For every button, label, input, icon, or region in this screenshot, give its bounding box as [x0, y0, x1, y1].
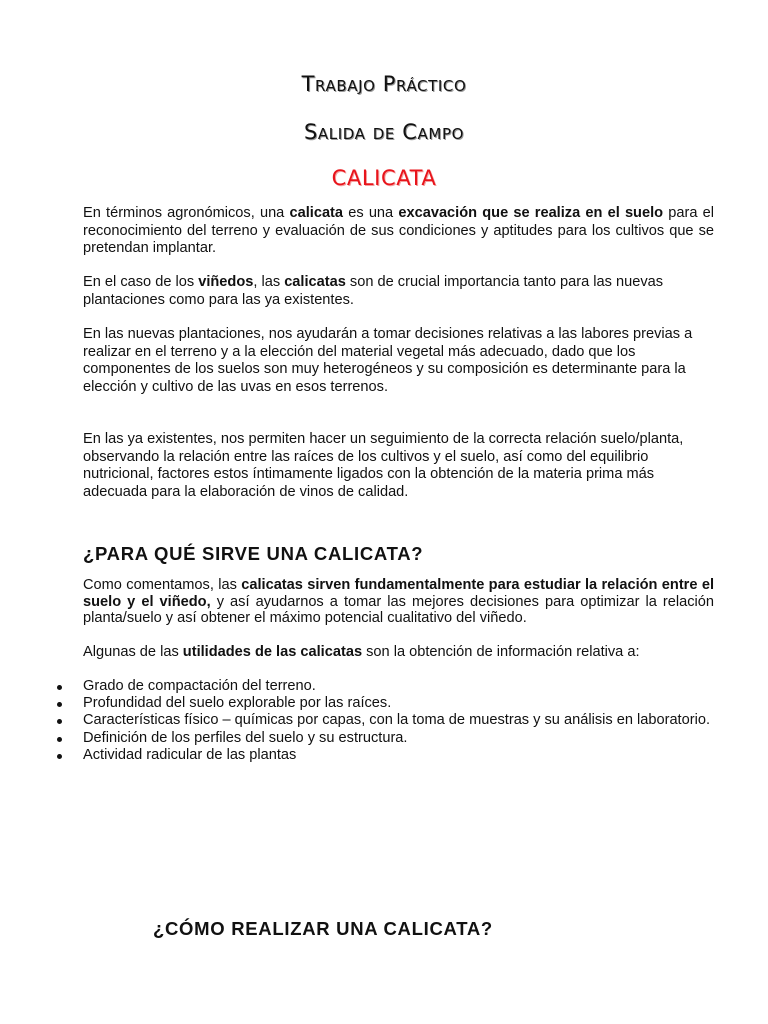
- intro-paragraph: En términos agronómicos, una calicata es una excavación que se realiza en el suelo para el reconocimiento del terreno y evaluación de sus condiciones y aptitudes para los cultivos que se pretendan implantar.: [83, 205, 714, 256]
- utilities-list: [57, 678, 717, 764]
- purpose-paragraph: Como comentamos, las calicatas sirven fundamentalmente para estudiar la relación entre el suelo y el viñedo, y así ayudarnos a tomar las mejores decisiones para optimizar la relación planta/suelo y así obtener el máximo potencial cualitativo del viñedo.: [83, 577, 715, 626]
- list-item: Grado de compactación del terreno.: [57, 678, 717, 695]
- section-heading-purpose: ¿PARA QUÉ SIRVE UNA CALICATA?: [83, 543, 424, 564]
- new-plantations-paragraph: En las nuevas plantaciones, nos ayudarán a tomar decisiones relativas a las labores previas a realizar en el terreno y a la elección del material vegetal más adecuado, dado que los componentes de los suelos son muy heterogéneos y su composición es determinante para la elección y cultivo de las uvas en esos terrenos.: [83, 326, 693, 395]
- document-subtitle: Salida de Campo: [303, 120, 465, 144]
- list-item: Características físico – químicas por capas, con la toma de muestras y su análisis en laboratorio.: [57, 712, 717, 729]
- list-item: Profundidad del suelo explorable por las raíces.: [57, 695, 717, 712]
- bullet-icon: [57, 719, 62, 724]
- document-title: Trabajo Práctico: [301, 72, 467, 96]
- list-item: Definición de los perfiles del suelo y su estructura.: [57, 730, 717, 747]
- existing-plantations-paragraph: En las ya existentes, nos permiten hacer un seguimiento de la correcta relación suelo/planta, observando la relación entre las raíces de los cultivos y el suelo, así como del equilibrio nutricional, factores estos íntimamente ligados con la obtención de la materia prima más adecuada para la elaboración de vinos de calidad.: [83, 431, 684, 500]
- section-heading-how-to: ¿CÓMO REALIZAR UNA CALICATA?: [153, 918, 493, 939]
- utilities-intro: Algunas de las utilidades de las calicatas son la obtención de información relativa a:: [83, 644, 640, 660]
- bullet-icon: [57, 685, 62, 690]
- bullet-icon: [57, 737, 62, 742]
- bullet-icon: [57, 702, 62, 707]
- calicata-title: CALICATA: [331, 166, 437, 190]
- bullet-icon: [57, 754, 62, 759]
- list-item: Actividad radicular de las plantas: [57, 747, 717, 764]
- vineyards-paragraph: En el caso de los viñedos, las calicatas son de crucial importancia tanto para las nuevas plantaciones como para las ya existentes.: [83, 274, 664, 308]
